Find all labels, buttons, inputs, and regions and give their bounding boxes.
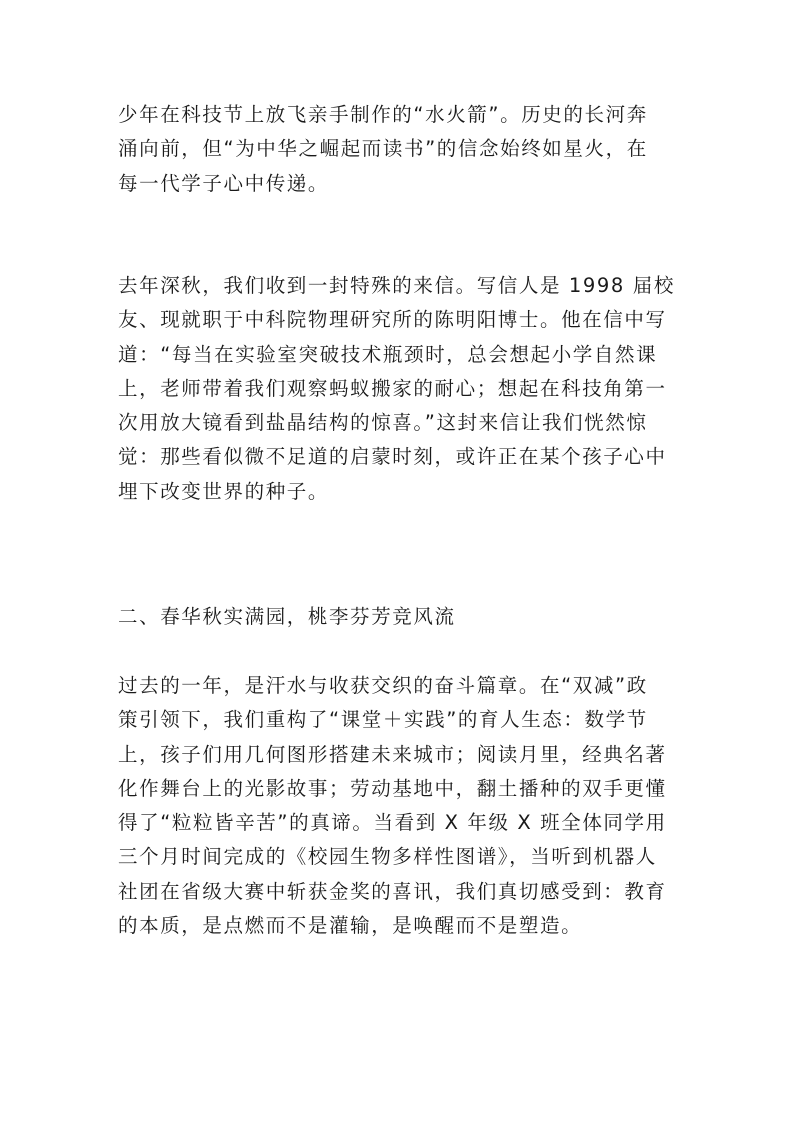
paragraph-alumni-letter [118, 269, 683, 509]
paragraph-line: 友、现就职于中科院物理研究所的陈明阳博士。他在信中写 [118, 308, 667, 332]
paragraph-line: 次用放大镜看到盐晶结构的惊喜。”这封来信让我们恍然惊 [118, 411, 648, 435]
paragraph-line: 社团在省级大赛中斩获金奖的喜讯，我们真切感受到：教育 [118, 879, 667, 903]
paragraph-line: 上，孩子们用几何图形搭建未来城市；阅读月里，经典名著 [118, 742, 667, 766]
paragraph-line: 少年在科技节上放飞亲手制作的“水火箭”。历史的长河奔 [118, 103, 648, 126]
paragraph-line: 觉：那些看似微不足道的启蒙时刻，或许正在某个孩子心中 [118, 445, 667, 469]
section-heading [118, 600, 683, 634]
paragraph-line: 去年深秋，我们收到一封特殊的来信。写信人是 1998 届校 [118, 274, 675, 297]
paragraph-line: 三个月时间完成的《校园生物多样性图谱》，当听到机器人 [118, 845, 657, 869]
paragraph-line: 的本质，是点燃而不是灌输，是唤醒而不是塑造。 [118, 914, 583, 938]
paragraph-line: 过去的一年，是汗水与收获交织的奋斗篇章。在“双减”政 [118, 674, 648, 697]
paragraph-line: 上，老师带着我们观察蚂蚁搬家的耐心；想起在科技角第一 [118, 376, 667, 400]
paragraph-line: 涌向前，但“为中华之崛起而读书”的信念始终如星火，在 [118, 137, 648, 161]
paragraph-achievements [118, 669, 683, 943]
paragraph-water-rocket [118, 98, 683, 201]
paragraph-line: 道：“每当在实验室突破技术瓶颈时，总会想起小学自然课 [118, 342, 658, 366]
paragraph-line: 化作舞台上的光影故事；劳动基地中，翻土播种的双手更懂 [118, 776, 667, 800]
paragraph-line: 埋下改变世界的种子。 [118, 479, 330, 503]
paragraph-line: 每一代学子心中传递。 [118, 171, 330, 195]
section-heading-text: 二、春华秋实满园，桃李芬芳竞风流 [118, 605, 456, 628]
paragraph-line: 得了“粒粒皆辛苦”的真谛。当看到 X 年级 X 班全体同学用 [118, 811, 667, 835]
paragraph-line: 策引领下，我们重构了“课堂＋实践”的育人生态：数学节 [118, 708, 648, 732]
